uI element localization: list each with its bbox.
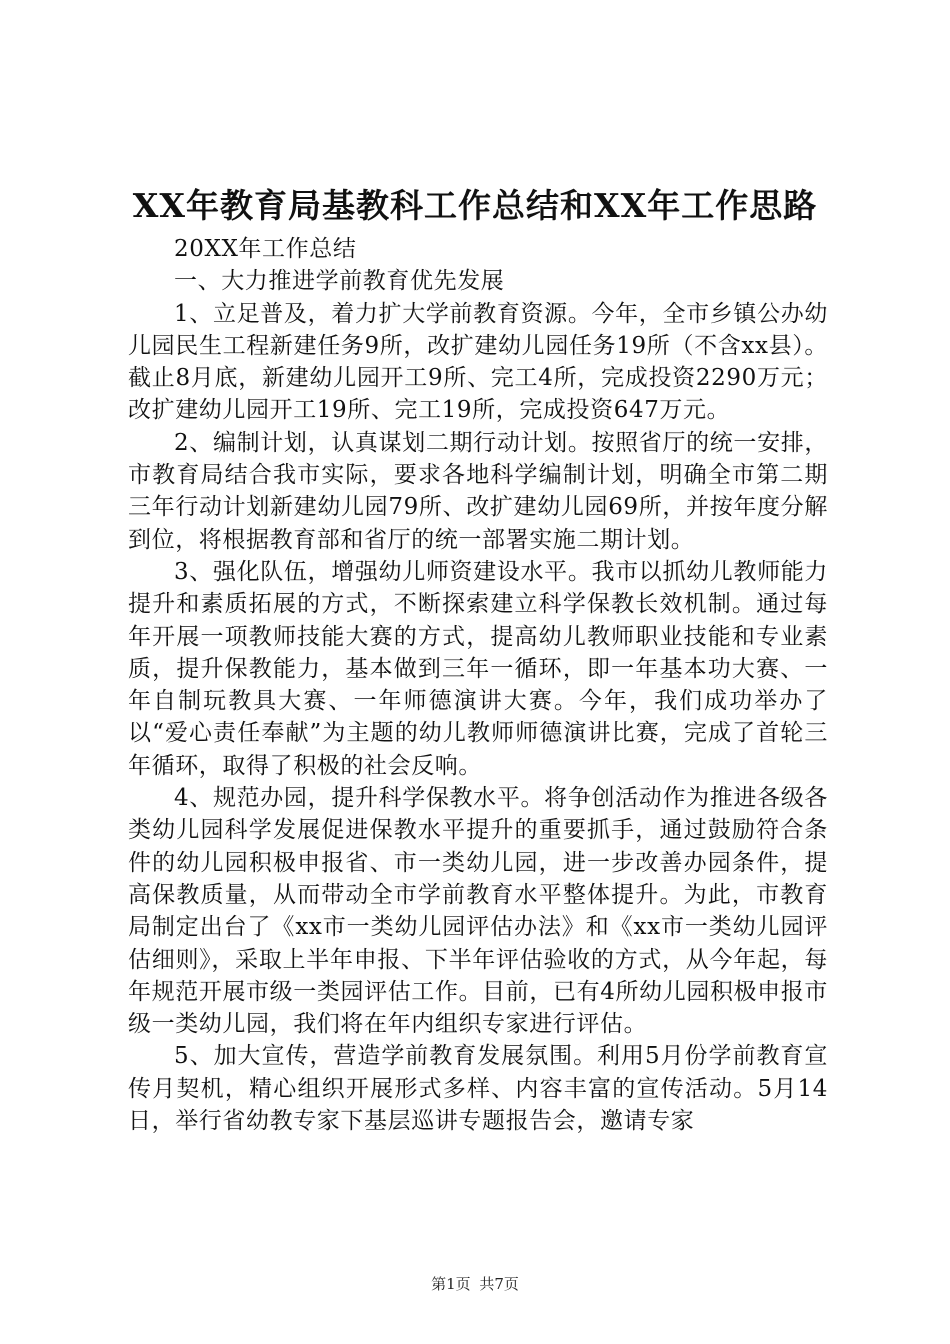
paragraph-item-5: 5、加大宣传，营造学前教育发展氛围。利用5月份学前教育宣传月契机，精心组织开展形式多样、内容丰富的宣传活动。5月14日，举行省幼教专家下基层巡讲专题报告会，邀请专家 [128, 1043, 828, 1135]
section-heading-summary: 20XX年工作总结 [174, 236, 357, 262]
page-total: 共7页 [479, 1275, 519, 1293]
paragraph-item-3: 3、强化队伍，增强幼儿师资建设水平。我市以抓幼儿教师能力提升和素质拓展的方式，不断探索建立科学保教长效机制。通过每年开展一项教师技能大赛的方式，提高幼儿教师职业技能和专业素质，提升保教能力，基本做到三年一循环，即一年基本功大赛、一年自制玩教具大赛、一年师德演讲大赛。今年，我们成功举办了以“爱心责任奉献”为主题的幼儿教师师德演讲比赛，完成了首轮三年循环，取得了积极的社会反响。 [128, 558, 828, 779]
paragraph-item-4: 4、规范办园，提升科学保教水平。将争创活动作为推进各级各类幼儿园科学发展促进保教水平提升的重要抓手，通过鼓励符合条件的幼儿园积极申报省、市一类幼儿园，进一步改善办园条件，提高保教质量，从而带动全市学前教育水平整体提升。为此，市教育局制定出台了《xx市一类幼儿园评估办法》和《xx市一类幼儿园评估细则》，采取上半年申报、下半年评估验收的方式，从今年起，每年规范开展市级一类园评估工作。目前，已有4所幼儿园积极申报市级一类幼儿园，我们将在年内组织专家进行评估。 [128, 785, 828, 1038]
section-heading-preschool: 一、大力推进学前教育优先发展 [174, 268, 505, 295]
paragraph-item-1: 1、立足普及，着力扩大学前教育资源。今年，全市乡镇公办幼儿园民生工程新建任务9所，改扩建幼儿园任务19所（不含xx县）。截止8月底，新建幼儿园开工9所、完工4所，完成投资2290万元；改扩建幼儿园开工19所、完工19所，完成投资647万元。 [128, 300, 828, 424]
document-title: XX年教育局基教科工作总结和XX年工作思路 [132, 186, 818, 225]
document-body [128, 233, 828, 1137]
page-footer [0, 1274, 950, 1294]
paragraph-item-2: 2、编制计划，认真谋划二期行动计划。按照省厅的统一安排，市教育局结合我市实际，要求各地科学编制计划，明确全市第二期三年行动计划新建幼儿园79所、改扩建幼儿园69所，并按年度分解到位，将根据教育部和省厅的统一部署实施二期计划。 [128, 429, 828, 553]
page-number: 第1页 [431, 1275, 471, 1293]
